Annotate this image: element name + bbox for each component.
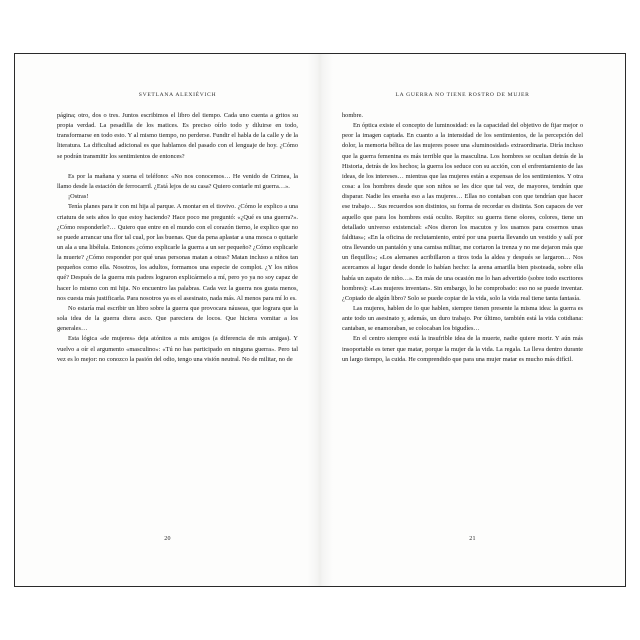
page-left bbox=[15, 54, 320, 586]
paragraph: hombre. bbox=[342, 112, 363, 119]
paragraph: Esta lógica «de mujeres» deja atónitos a mis amigos (a diferencia de mis amigas). Y vuelvo a oír el argumento «masculino»: «Tú no has participado en ninguna guerra». Pero tal vez es lo mejor: no conozco la pasión del odio, tengo una visión neutral. No de militar, no de bbox=[57, 335, 298, 363]
page-right bbox=[320, 54, 625, 586]
paragraph: página; otro, dos o tres. Juntos escribimos el libro del tiempo. Cada uno cuenta a gritos su propia verdad. La pesadilla de los matices. Es preciso oírlo todo y diluirse en todo, transformarse en todo esto. Y al mismo tiempo, no perderse. Fundir el habla de la calle y de la literatura. La dificultad adicional es que hablamos del pasado con el lenguaje de hoy. ¿Cómo se podrán transmitir los sentimientos de entonces? bbox=[57, 112, 298, 160]
page-number-right: 21 bbox=[469, 536, 476, 542]
paragraph: Tenía planes para ir con mi hija al parque. A montar en el tiovivo. ¿Cómo le explico a una criatura de seis años lo que estoy haciendo? Hace poco me preguntó: «¿Qué es una guerra?». ¿Cómo responderle?… Quiero que entre en el mundo con el corazón tierno, le explico que no se puede arrancar una flor tal cual, por las buenas. Que da pena aplastar a una mosca o quitarle un ala a una libélula. Entonces ¿cómo explicarle la guerra a un ser pequeño? ¿Cómo explicarle la muerte? ¿Cómo responder por qué unas personas matan a otras? Matan incluso a niños tan pequeños como ella. Nosotros, los adultos, formamos una especie de complot. ¿Y los niños qué? Después de la guerra mis padres lograron explicármelo a mí, pero yo ya no soy capaz de hacer lo mismo con mi hija. No encuentro las palabras. Cada vez la guerra nos gusta menos, nos cuesta más justificarla. Para nosotros ya es el asesinato, nada más. Al menos para mí lo es. bbox=[57, 203, 298, 302]
pages-container bbox=[15, 54, 625, 586]
paragraph: No estaría mal escribir un libro sobre la guerra que provocara náuseas, que lograra que la sola idea de la guerra diera asco. Que pareciera de locos. Que hiciera vomitar a los generales… bbox=[57, 304, 298, 333]
running-head-author: SVETLANA ALEXIÉVICH bbox=[138, 92, 217, 98]
paragraph: En óptica existe el concepto de luminosidad: es la capacidad del objetivo de fijar mejor o peor la imagen captada. En cuanto a la intensidad de los sentimientos, de la percepción del dolor, la memoria bélica de las mujeres posee una «luminosidad» extraordinaria. Diría incluso que la guerra femenina es más terrible que la masculina. Los hombres se ocultan detrás de la Historia, detrás de los hechos; la guerra los seduce con su acción, con el enfrentamiento de las ideas, de los intereses… mientras que las mujeres están a expensas de los sentimientos. Y otra cosa: a los hombres desde que son niños se les dice que tal vez, de mayores, tendrán que disparar. Nadie les enseña eso a las mujeres… Ellas no contaban con que tendrían que hacer ese trabajo… Sus recuerdos son distintos, su forma de recordar es distinta. Son capaces de ver aquello que para los hombres está oculto. Repito: su guerra tiene olores, colores, tiene un detallado universo existencial: «Nos dieron los macutos y los usamos para cosernos unas falditas»; «En la oficina de reclutamiento, entré por una puerta llevando un vestido y salí por otra llevando un pantalón y una camisa militar, me cortaron la trenza y no me dejaron más que un flequillo»; «Los alemanes acribillaron a tiros toda la aldea y después se largaron… Nos acercamos al lugar desde donde lo habían hecho: la arena amarilla bien pisoteada, sobre ella había un zapato de niño…». En más de una ocasión me lo han advertido (sobre todo escritores hombres): «Las mujeres inventan». Sin embargo, lo he comprobado: eso no se puede inventar. ¿Copiado de algún libro? Solo se puede copiar de la vida, solo la vida real tiene tanta fantasía. bbox=[342, 122, 583, 302]
right-page-textblock bbox=[342, 111, 583, 365]
left-page-textblock bbox=[57, 111, 298, 365]
paragraph: Las mujeres, hablen de lo que hablen, siempre tienen presente la misma idea: la guerra es ante todo un asesinato y, además, un duro trabajo. Por último, también está la vida cotidiana: cantaban, se enamoraban, se colocaban los bigudíes… bbox=[342, 304, 583, 333]
running-head-title: LA GUERRA NO TIENE ROSTRO DE MUJER bbox=[395, 92, 530, 98]
paragraph: Es por la mañana y suena el teléfono: «No nos conocemos… He venido de Crimea, la llamo desde la estación de ferrocarril. ¿Está lejos de su casa? Quiero contarle mi guerra…». bbox=[57, 172, 298, 191]
paragraph: En el centro siempre está la insufrible idea de la muerte, nadie quiere morir. Y aún más insoportable es tener que matar, porque la mujer da la vida. La regala. La lleva dentro durante un largo tiempo, la cuida. He comprendido que para una mujer matar es mucho más difícil. bbox=[342, 335, 583, 363]
page-number-left: 20 bbox=[164, 536, 171, 542]
paragraph: ¡Ostras! bbox=[68, 193, 89, 201]
book-spread-frame bbox=[14, 53, 626, 587]
